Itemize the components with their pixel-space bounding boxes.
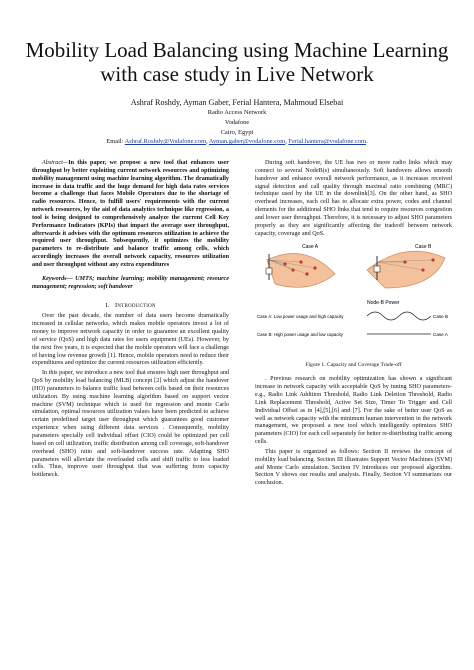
figure-caption: Figure 1. Capacity and Coverage Trade-off xyxy=(305,362,402,369)
nodeb-power-label: Node-B Power xyxy=(367,300,400,307)
affiliation-block xyxy=(20,108,454,147)
legend-case-b: Case B: High power usage and low capacity xyxy=(257,332,343,338)
figure-diagram xyxy=(255,240,452,360)
email-link-gaber[interactable]: Ayman.gaber@vodafone.com xyxy=(208,138,286,146)
keywords-dash: — xyxy=(66,275,73,282)
title-line-1: Mobility Load Balancing using Machine Learning xyxy=(25,38,449,62)
email-line xyxy=(20,137,454,147)
right-column xyxy=(255,160,452,488)
abstract-dash: — xyxy=(62,160,69,166)
case-a-power-label: Case A xyxy=(433,332,448,338)
section-title: Introduction xyxy=(115,301,156,309)
intro-paragraph-2: In this paper, we introduce a new tool that ensures high user throughput and QoS by mobility load balancing (MLB) concept [2] which adjust the handover (HO) parameters to balance traffic load between cells based on their resources utilization. By using machine learning algorithm based on support vector machine (SVM) technique which is used for regression and monte Carlo simulation, optimal resources utilization values have been predicted to achieve certain predefined target user throughput which guarantees good customer experience when using different data services . Consequently, mobility parameters specially cell individual offset (CIO) could be optimized per cell based on cell utilization, traffic distribution among cell coverage, soft-handover overhead (SHO) ratio and soft-handover success rate. Adapting SHO parameters will alleviate the overloaded cells and shift traffic to less loaded cells. Thus, improve user throughput that was suffering from capacity bottleneck. xyxy=(32,370,229,479)
abstract-lead: Abstract xyxy=(42,160,63,166)
paper-organization-paragraph: This paper is organized as follows: Section II reviews the concept of mobility load balancing. Section III illustrates Support Vector Machines (SVM) and Monte Carlo simulation. Section IV introduces our proposed algorithm. Section V shows our results and analysis. Finally, Section VI summarizes our conclusion. xyxy=(255,448,452,487)
affiliation-company: Vodafone xyxy=(224,118,250,126)
email-link-hantera[interactable]: Ferial.hantera@vodafone.com xyxy=(288,138,366,146)
abstract xyxy=(32,160,229,270)
left-column xyxy=(32,160,229,480)
section-number: I. xyxy=(105,301,110,309)
email-link-roshdy[interactable]: Ashraf.Roshdy@Vodafone.com xyxy=(124,138,207,146)
email-label: Email: xyxy=(106,138,124,146)
affiliation-department: Radio Access Network xyxy=(207,109,267,116)
title-line-2: with case study in Live Network xyxy=(100,62,374,86)
email-end: . xyxy=(366,138,368,146)
keywords-text: UMTS; machine learning; mobility management; resource management; regression; soft handover xyxy=(32,275,229,290)
case-b-power-curve xyxy=(367,312,431,320)
case-b-label: Case B xyxy=(415,244,432,251)
case-a-cell-coverage xyxy=(267,254,335,288)
keywords xyxy=(32,276,229,292)
case-b-power-label: Case B xyxy=(433,314,449,320)
keywords-lead: Keywords xyxy=(42,275,67,282)
section-heading-introduction xyxy=(32,302,229,310)
case-a-label: Case A xyxy=(302,244,319,251)
email-separator: , xyxy=(206,138,208,146)
email-separator: , xyxy=(285,138,287,146)
previous-research-paragraph: . Previous research on mobility optimization has shown a significant increase in network capacity with acceptable QoS by tuning SHO parameters-e.g., Radio Link Addition Threshold, Radio Link Deletion Threshold, Radio Link Replacement Threshold, Active Set Size, Timer To Trigger and Cell Individual Offset as in [4],[5],[6] and [7]. For the sake of better user QoS as well as network capacity with the minimum human intervention in the network management, we proposed a new tool which intelligently optimizes SHO parameters (CIO) for each cell separately for better re-distributing traffic among cells. xyxy=(255,376,452,446)
legend-case-a: Case A: Low power usage and high capacity xyxy=(257,314,344,320)
intro-paragraph-1: Over the past decade, the number of data users become dramatically increased in cellular networks, which makes mobile operators invest a lot of money to improve network capacity in order to guarantee an excellent quality of service (QoS) and high data rates for users equipment (UEs). However, by the next five years, it is expected that the mobile operators will face a challenge of having low revenue growth [1]. Hence, mobile operators need to reduce their expenditures and optimize the current resources utilization efficiently. xyxy=(32,313,229,367)
affiliation-city: Cairo, Egypt xyxy=(220,128,254,136)
abstract-text: In this paper, we propose a new tool that enhances user throughput by better exploiting current network resources and optimizing mobility management using machine learning algorithm. The dramatically increase in data traffic and the huge demand for high data rates services become a challenge that faces Mobile Operators due to the shortage of radio resources. Hence, to fulfill users' requirements with the current network resources, by the aid of data analytics technique like regression, a tool is being designed to comprehensively analyze the current Cell Key Performance Indicators (KPIs) that impact the average user throughput, afterwards it advises with the optimum resources utilization to achieve the required user throughput. Subsequently, it optimizes the mobility parameters to re-distribute and balance traffic among cells, which accordingly increases the overall network capacity, resources utilization and user throughput without any extra expenditures xyxy=(32,160,229,268)
soft-handover-paragraph: During soft handover, the UE has two or more radio links which may connect to several NodeB(s) simultaneously. Soft handovers allows smooth handover and enhance overall network performance, as it increases received signal detection and call quality through maximal ratio combining (MRC) technique used by the UE in the downlink[3]. On the other hand, as SHO overhead increases, each cell has to allocate extra power, codes and channel elements for the additional SHO links that tend to require resources congestion and lower user throughput. Therefore, it is necessary to adjust SHO parameters properly as they are significantly affecting the tradeoff between network capacity, coverage and QoS. xyxy=(255,160,452,237)
figure-capacity-coverage xyxy=(255,240,452,360)
author-list: Ashraf Roshdy, Ayman Gaber, Ferial Hantera, Mahmoud Elsebai xyxy=(130,98,344,107)
paper-title xyxy=(20,38,454,86)
